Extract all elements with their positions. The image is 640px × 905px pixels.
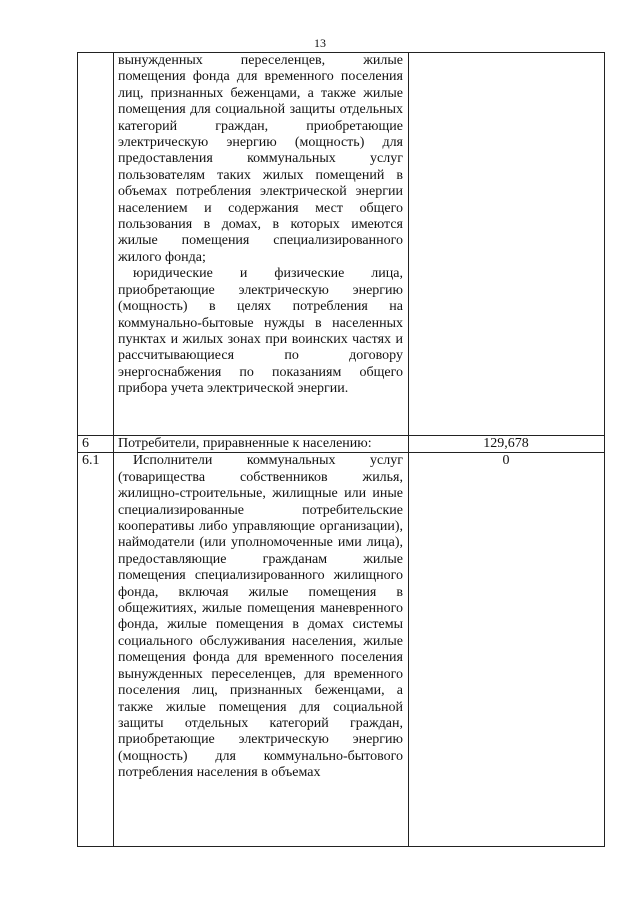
row-value <box>409 53 605 436</box>
paragraph: Исполнители коммунальных услуг (товарищества собственников жилья, жилищно-строительные, жилищные или иные специализированные потребительские кооперативы либо управляющие организации), наймодатели (или уполномоченные ими лица), предоставляющие гражданам жилые помещения специализированного жилищного фонда, включая жилые помещения в общежитиях, жилые помещения маневренного фонда, жилые помещения в домах системы социального обслуживания населения, жилые помещения фонда для временного поселения вынужденных переселенцев, для временного поселения лиц, признанных беженцами, а также жилые помещения для социальной защиты отдельных категорий граждан, приобретающие электрическую энергию (мощность) для коммунально-бытового потребления населения в объемах <box>118 453 403 781</box>
table-row <box>78 436 605 453</box>
tariff-table <box>77 52 605 847</box>
row-number: 6.1 <box>78 453 114 847</box>
row-description <box>114 436 409 453</box>
paragraph: Потребители, приравненные к населению: <box>118 436 372 451</box>
table-row <box>78 453 605 847</box>
row-description <box>114 53 409 436</box>
row-value: 129,678 <box>409 436 605 453</box>
paragraph: юридические и физические лица, приобретающие электрическую энергию (мощность) в целях потребления на коммунально-бытовые нужды в населенных пунктах и жилых зонах при воинских частях и рассчитывающиеся по договору энергоснабжения по показаниям общего прибора учета электрической энергии. <box>118 266 403 397</box>
row-number <box>78 53 114 436</box>
row-number: 6 <box>78 436 114 453</box>
page-number: 13 <box>314 36 326 50</box>
row-value: 0 <box>409 453 605 847</box>
row-description <box>114 453 409 847</box>
paragraph: вынужденных переселенцев, жилые помещения фонда для временного поселения лиц, признанных беженцами, а также жилые помещения для социальной защиты отдельных категорий граждан, приобретающие электрическую энергию (мощность) для предоставления коммунальных услуг пользователям таких жилых помещений в объемах потребления электрической энергии населением и содержания мест общего пользования в домах, в которых имеются жилые помещения специализированного жилого фонда; <box>118 53 403 265</box>
table-row <box>78 53 605 436</box>
